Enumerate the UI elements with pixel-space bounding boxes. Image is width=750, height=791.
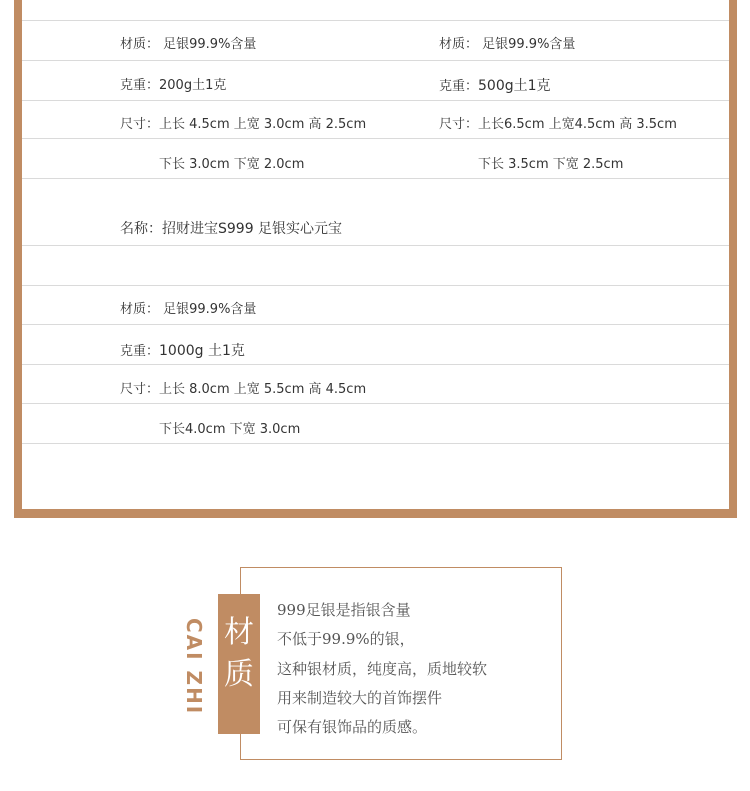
product3-name: 名称：招财进宝S999 足银实心元宝 bbox=[120, 221, 343, 237]
table-rule bbox=[22, 285, 729, 286]
product3-weight-value: 1000g 土1克 bbox=[159, 343, 245, 359]
table-rule bbox=[22, 364, 729, 365]
product2-weight bbox=[439, 78, 551, 95]
product2-size-top: 尺寸：上长6.5cm 上宽4.5cm 高 3.5cm bbox=[439, 117, 677, 132]
material-description-line: 可保有银饰品的质感。 bbox=[277, 718, 428, 737]
material-description bbox=[277, 596, 557, 742]
table-rule bbox=[22, 100, 729, 101]
material-title-char2: 质 bbox=[224, 657, 254, 692]
product1-weight: 克重：200g土1克 bbox=[120, 78, 227, 93]
table-rule bbox=[22, 60, 729, 61]
table-rule bbox=[22, 20, 729, 21]
product1-material: 材质： 足银99.9%含量 bbox=[120, 37, 257, 52]
product3-size-top: 尺寸：上长 8.0cm 上宽 5.5cm 高 4.5cm bbox=[120, 382, 367, 397]
product2-size-bottom: 下长 3.5cm 下宽 2.5cm bbox=[478, 157, 624, 172]
material-description-line: 不低于99.9%的银， bbox=[277, 630, 415, 649]
product2-weight-value: 500g土1克 bbox=[478, 78, 551, 94]
table-rule bbox=[22, 443, 729, 444]
product3-weight-label: 克重： bbox=[120, 344, 160, 359]
product1-size-top: 尺寸：上长 4.5cm 上宽 3.0cm 高 2.5cm bbox=[120, 117, 367, 132]
table-rule bbox=[22, 178, 729, 179]
spec-table bbox=[22, 0, 729, 509]
material-description-line: 999足银是指银含量 bbox=[277, 601, 411, 619]
material-pinyin-label: CAI ZHI bbox=[182, 618, 206, 716]
product3-material: 材质： 足银99.9%含量 bbox=[120, 302, 257, 317]
table-rule bbox=[22, 138, 729, 139]
product2-weight-label: 克重： bbox=[439, 79, 479, 94]
material-title-band bbox=[218, 594, 260, 734]
product2-material: 材质： 足银99.9%含量 bbox=[439, 37, 576, 52]
material-description-line: 用来制造较大的首饰摆件 bbox=[277, 688, 443, 707]
product1-size-bottom: 下长 3.0cm 下宽 2.0cm bbox=[159, 157, 305, 172]
table-rule bbox=[22, 403, 729, 404]
material-title-char1: 材 bbox=[224, 615, 254, 650]
material-description-line: 这种银材质，纯度高，质地较软 bbox=[277, 659, 488, 678]
product3-weight bbox=[120, 343, 245, 360]
table-rule bbox=[22, 324, 729, 325]
table-rule bbox=[22, 245, 729, 246]
material-title bbox=[218, 612, 260, 696]
product3-size-bottom: 下长4.0cm 下宽 3.0cm bbox=[159, 422, 301, 437]
spec-table-frame bbox=[14, 0, 737, 518]
